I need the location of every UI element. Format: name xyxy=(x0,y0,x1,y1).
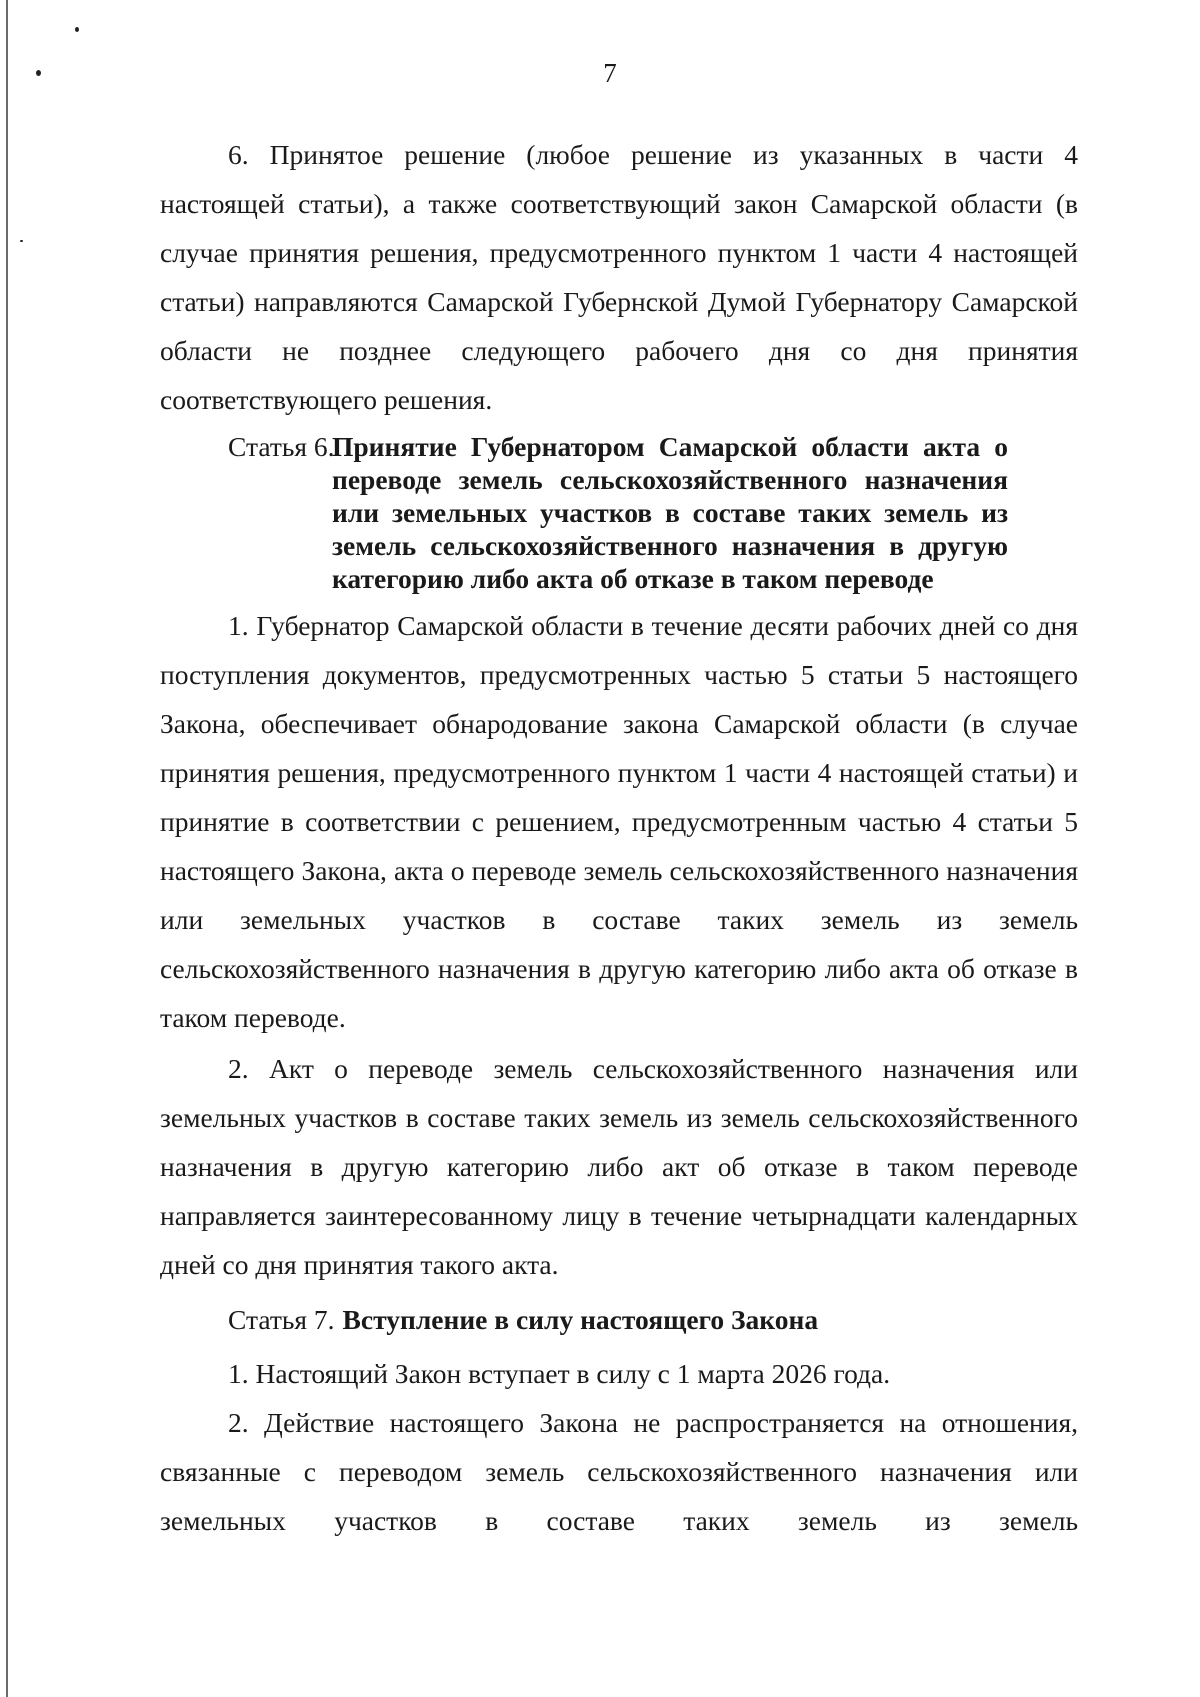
article-6-paragraph-1: 1. Губернатор Самарской области в течение десяти рабочих дней со дня поступления документов, предусмотренных частью 5 статьи 5 настоящего Закона, обеспечивает обнародование закона Самарской области (в случае принятия решения, предусмотренного пунктом 1 части 4 настоящей статьи) и принятие в соответствии с решением, предусмотренным частью 4 статьи 5 настоящего Закона, акта о переводе земель сельскохозяйственного назначения или земельных участков в составе таких земель из земель сельскохозяйственного назначения в другую категорию либо акта об отказе в таком переводе. xyxy=(160,610,1078,1033)
article-7-heading xyxy=(160,1297,1078,1343)
article-7-paragraph-1: 1. Настоящий Закон вступает в силу с 1 марта 2026 года. xyxy=(228,1358,891,1389)
scan-speck xyxy=(75,27,79,32)
document-body xyxy=(160,130,1078,1545)
article-7-paragraph-2: 2. Действие настоящего Закона не распространяется на отношения, связанные с переводом земель сельскохозяйственного назначения или земельных участков в составе таких земель из земель xyxy=(160,1407,1078,1536)
article-7-label: Статья 7. xyxy=(228,1304,335,1335)
page-number: 7 xyxy=(603,58,617,88)
article-6-title: Принятие Губернатором Самарской области акта о переводе земель сельскохозяйственного назначения или земельных участков в составе таких земель из земель сельскохозяйственного назначения в другую категорию либо акта об отказе в таком переводе xyxy=(332,431,1008,594)
article-7-title: Вступление в силу настоящего Закона xyxy=(342,1304,819,1335)
scan-left-edge xyxy=(6,0,8,1697)
article-6-paragraph-2: 2. Акт о переводе земель сельскохозяйственного назначения или земельных участков в составе таких земель из земель сельскохозяйственного назначения в другую категорию либо акт об отказе в таком переводе направляется заинтересованному лицу в течение четырнадцати календарных дней со дня принятия такого акта. xyxy=(160,1053,1078,1280)
scan-speck xyxy=(20,240,23,242)
article-6-heading xyxy=(160,430,1078,595)
paragraph-6: 6. Принятое решение (любое решение из указанных в части 4 настоящей статьи), а также соответствующий закон Самарской области (в случае принятия решения, предусмотренного пунктом 1 части 4 настоящей статьи) направляются Самарской Губернской Думой Губернатору Самарской области не позднее следующего рабочего дня со дня принятия соответствующего решения. xyxy=(160,139,1078,415)
article-6-label: Статья 6. xyxy=(228,431,335,462)
